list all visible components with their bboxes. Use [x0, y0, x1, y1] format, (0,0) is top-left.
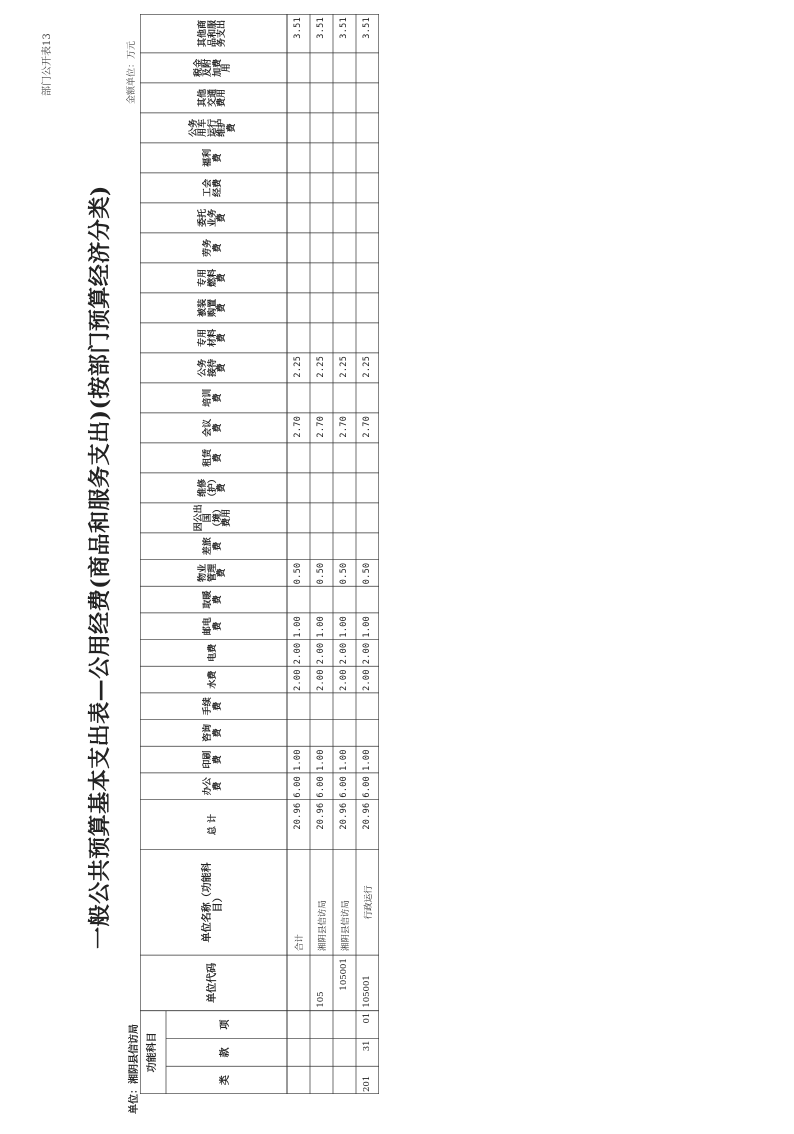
cell-xiang: 01: [362, 1012, 372, 1024]
cell-value: 1.00: [362, 615, 372, 638]
header-col-14: 租赁费: [203, 448, 223, 467]
cell-value: 2.00: [339, 669, 349, 691]
cell-value: 20.96: [362, 802, 372, 830]
header-xiang: 项: [220, 1019, 232, 1030]
cell-value: 2.25: [316, 355, 326, 378]
cell-value: 6.00: [339, 775, 349, 798]
header-col-20: 专用燃料费: [198, 268, 228, 287]
cell-value: 1.00: [362, 749, 372, 771]
header-col-12: 因公出国（境）费用: [193, 504, 232, 532]
header-unit-name: 单位名称（功能科目）: [202, 862, 224, 943]
cell-value: 3.51: [362, 17, 372, 39]
cell-value: 6.00: [362, 775, 372, 798]
header-col-15: 会议费: [203, 418, 223, 437]
cell-value: 2.70: [339, 415, 349, 438]
header-col-21: 劳务费: [203, 238, 223, 257]
header-col-19: 被装购置费: [198, 298, 228, 317]
cell-unit-code: 105001: [339, 958, 349, 991]
cell-value: 2.00: [316, 642, 326, 665]
page-title: 一般公共预算基本支出表—公用经费(商品和服务支出)(按部门预算经济分类): [87, 185, 113, 949]
cell-value: 1.00: [339, 749, 349, 771]
header-col-27: 税金及附加费用: [193, 58, 232, 77]
cell-value: 0.50: [316, 562, 326, 585]
header-col-5: 手续费: [203, 697, 223, 716]
header-col-9: 取暖费: [203, 590, 223, 609]
cell-value: 6.00: [293, 775, 303, 798]
cell-value: 1.00: [293, 749, 303, 771]
cell-value: 2.25: [339, 355, 349, 378]
cell-unit-code: 105: [316, 991, 326, 1008]
cell-value: 0.50: [293, 562, 303, 585]
cell-value: 0.50: [362, 562, 372, 585]
cell-value: 20.96: [293, 802, 303, 830]
header-col-16: 培训费: [203, 388, 223, 407]
cell-value: 1.00: [339, 615, 349, 638]
cell-kuan: 31: [362, 1040, 372, 1052]
cell-unit-name: 湘阴县信访局: [318, 900, 328, 952]
cell-value: 20.96: [316, 802, 326, 830]
header-col-26: 其他交通费用: [198, 88, 228, 107]
cell-value: 2.00: [316, 669, 326, 691]
cell-unit-name: 合计: [295, 934, 305, 952]
header-col-23: 工会经费: [203, 178, 223, 197]
cell-value: 6.00: [316, 775, 326, 798]
cell-unit-name: 行政运行: [364, 885, 374, 920]
cell-value: 2.00: [362, 642, 372, 665]
cell-value: 2.70: [293, 415, 303, 438]
cell-value: 2.70: [316, 415, 326, 438]
cell-value: 20.96: [339, 802, 349, 830]
header-col-18: 专用材料费: [198, 328, 228, 347]
header-col-28: 其他商品和服务支出: [198, 19, 228, 47]
header-col-2: 办公费: [203, 777, 223, 796]
header-unit-code: 单位代码: [207, 962, 219, 1003]
cell-value: 3.51: [339, 17, 349, 39]
cell-value: 2.70: [362, 415, 372, 438]
cell-value: 2.00: [362, 669, 372, 691]
header-col-1: 总 计: [207, 814, 218, 836]
cell-value: 2.00: [293, 642, 303, 665]
header-col-22: 委托业务费: [198, 208, 228, 227]
amount-unit-label: 金额单位：万元: [127, 40, 137, 104]
cell-value: 2.00: [339, 642, 349, 665]
cell-value: 0.50: [339, 562, 349, 585]
unit-label: 单位：湘阴县信访局: [129, 1024, 140, 1114]
header-col-7: 电费: [207, 643, 218, 662]
header-col-4: 咨询费: [203, 723, 223, 742]
cell-value: 3.51: [316, 17, 326, 39]
header-col-17: 公务接待费: [198, 358, 228, 377]
header-col-8: 邮电费: [203, 617, 223, 636]
header-col-3: 印刷费: [203, 750, 223, 769]
cell-unit-code: 105001: [362, 975, 372, 1008]
cell-value: 2.25: [293, 355, 303, 378]
header-kuan: 款: [220, 1047, 232, 1058]
cell-value: 3.51: [293, 17, 303, 39]
header-col-13: 维修（护）费: [198, 474, 228, 502]
header-function-subject: 功能科目: [146, 1032, 158, 1073]
header-col-6: 水费: [207, 670, 218, 689]
header-col-25: 公务用车运行维护费: [188, 118, 237, 137]
header-lei: 类: [220, 1075, 232, 1086]
header-col-24: 福利费: [203, 148, 223, 167]
cell-lei: 201: [362, 1075, 372, 1092]
header-col-10: 物业管理费: [198, 563, 228, 582]
cell-unit-name: 湘阴县信访局: [341, 900, 351, 952]
cell-value: 2.25: [362, 355, 372, 378]
cell-value: 1.00: [316, 615, 326, 638]
cell-value: 2.00: [293, 669, 303, 691]
header-col-11: 差旅费: [203, 537, 223, 556]
cell-value: 1.00: [316, 749, 326, 771]
form-number: 部门公开表13: [42, 33, 53, 96]
expenditure-table: [140, 14, 379, 1094]
cell-value: 1.00: [293, 615, 303, 638]
